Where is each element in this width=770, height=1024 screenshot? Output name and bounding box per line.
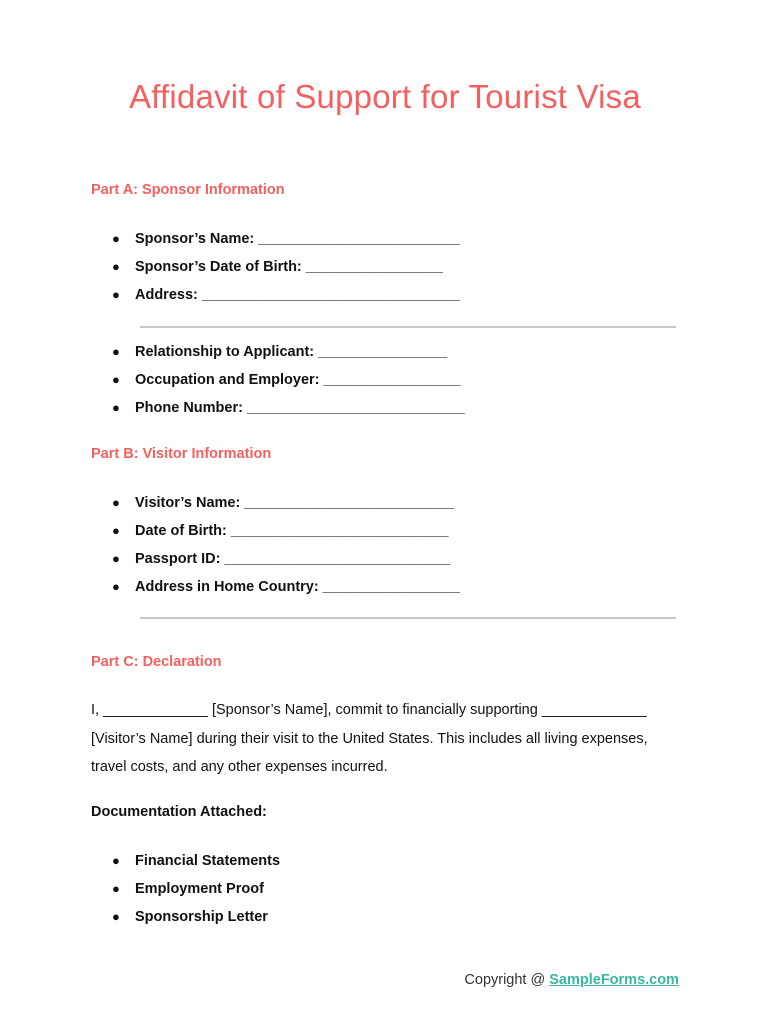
relationship-field: Relationship to Applicant: ________________ bbox=[135, 344, 448, 360]
bullet-icon: ● bbox=[112, 495, 120, 510]
list-item bbox=[91, 903, 280, 931]
list-item bbox=[91, 517, 460, 545]
passport-id-field: Passport ID: ____________________________ bbox=[135, 551, 451, 567]
doc-item: Financial Statements bbox=[135, 853, 281, 869]
sponsor-address-field: Address: ________________________________ bbox=[135, 287, 460, 303]
bullet-icon: ● bbox=[112, 400, 120, 415]
doc-item: Sponsorship Letter bbox=[135, 909, 268, 925]
divider bbox=[140, 617, 676, 619]
list-item bbox=[91, 253, 460, 281]
list-item bbox=[91, 225, 460, 253]
sponsor-name-field: Sponsor’s Name: _________________________ bbox=[135, 231, 460, 247]
sponsor-dob-field: Sponsor’s Date of Birth: _________________ bbox=[135, 259, 443, 275]
visitor-dob-field: Date of Birth: ___________________________ bbox=[135, 523, 449, 539]
declaration-line: [Visitor’s Name] during their visit to the United States. This includes all living expenses, bbox=[91, 730, 648, 747]
documentation-list bbox=[91, 847, 280, 931]
part-b-heading: Part B: Visitor Information bbox=[91, 446, 272, 462]
bullet-icon: ● bbox=[112, 551, 120, 566]
bullet-icon: ● bbox=[112, 372, 120, 387]
declaration-paragraph bbox=[91, 696, 691, 782]
bullet-icon: ● bbox=[112, 287, 120, 302]
copyright-footer bbox=[464, 972, 679, 988]
list-item bbox=[91, 394, 465, 422]
list-item bbox=[91, 281, 460, 309]
copyright-text: Copyright @ bbox=[464, 972, 550, 988]
list-item bbox=[91, 338, 465, 366]
list-item bbox=[91, 875, 280, 903]
list-item bbox=[91, 545, 460, 573]
list-item bbox=[91, 366, 465, 394]
brand-link[interactable]: SampleForms.com bbox=[549, 972, 679, 988]
bullet-icon: ● bbox=[112, 881, 120, 896]
part-c-heading: Part C: Declaration bbox=[91, 654, 222, 670]
bullet-icon: ● bbox=[112, 853, 120, 868]
list-item bbox=[91, 489, 460, 517]
home-address-field: Address in Home Country: _________________ bbox=[135, 579, 460, 595]
visitor-name-field: Visitor’s Name: __________________________ bbox=[135, 495, 454, 511]
phone-field: Phone Number: ___________________________ bbox=[135, 400, 465, 416]
occupation-field: Occupation and Employer: _________________ bbox=[135, 372, 461, 388]
bullet-icon: ● bbox=[112, 909, 120, 924]
bullet-icon: ● bbox=[112, 579, 120, 594]
list-item bbox=[91, 573, 460, 601]
bullet-icon: ● bbox=[112, 523, 120, 538]
doc-item: Employment Proof bbox=[135, 881, 264, 897]
bullet-icon: ● bbox=[112, 259, 120, 274]
divider bbox=[140, 326, 676, 328]
document-title: Affidavit of Support for Tourist Visa bbox=[129, 78, 641, 115]
visitor-info-list bbox=[91, 489, 460, 601]
part-a-heading: Part A: Sponsor Information bbox=[91, 182, 285, 198]
declaration-line: travel costs, and any other expenses incurred. bbox=[91, 759, 388, 775]
bullet-icon: ● bbox=[112, 344, 120, 359]
documentation-heading: Documentation Attached: bbox=[91, 804, 267, 820]
list-item bbox=[91, 847, 280, 875]
sponsor-info-list-2 bbox=[91, 338, 465, 422]
declaration-line: I, _____________ [Sponsor’s Name], commit to financially supporting _____________ bbox=[91, 702, 647, 718]
sponsor-info-list-1 bbox=[91, 225, 460, 309]
bullet-icon: ● bbox=[112, 231, 120, 246]
